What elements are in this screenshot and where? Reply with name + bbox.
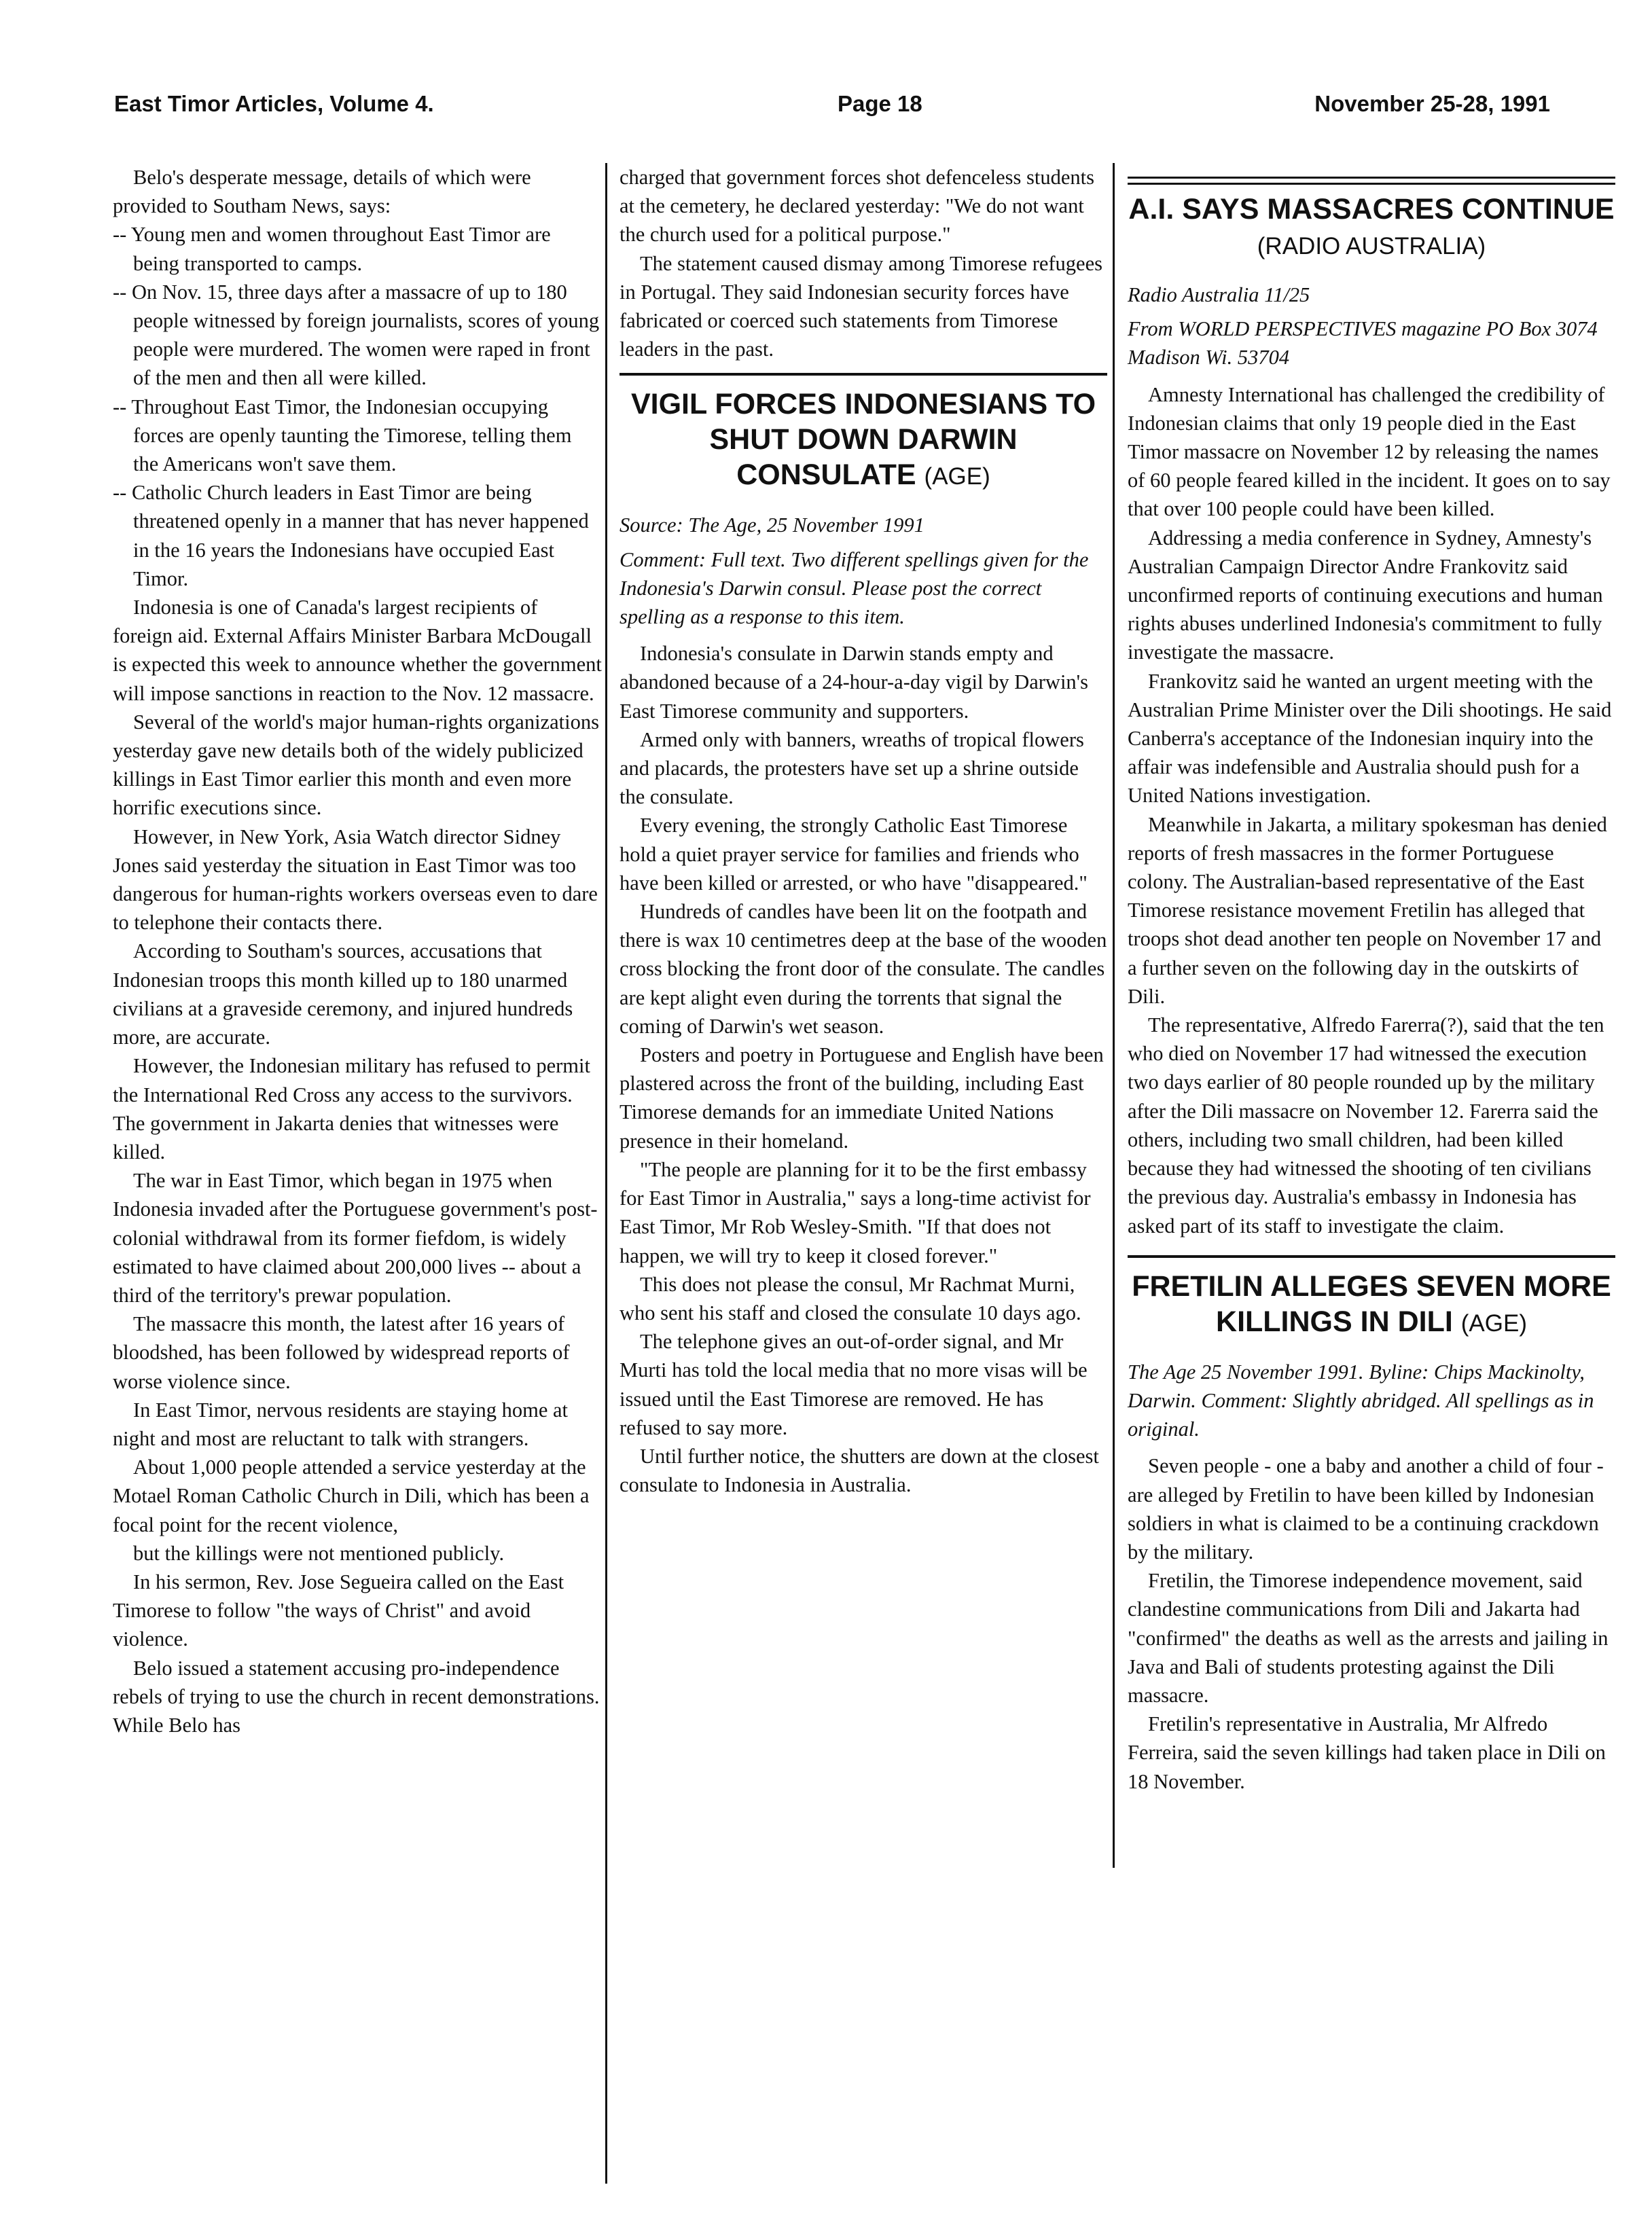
paragraph: "The people are planning for it to be the first embassy for East Timor in Australia," says a long-time activist for East Timor, Mr Rob Wesley-Smith. "If that does not happen, we will try to keep it closed forever." — [620, 1157, 1091, 1267]
paragraph: The war in East Timor, which began in 1975 when Indonesia invaded after the Portuguese government's post-colonial withdrawal from its former fiefdom, is widely estimated to have claimed about 200,000 lives -- about a third of the territory's prewar population. — [113, 1169, 598, 1307]
article-source: From WORLD PERSPECTIVES magazine PO Box 3074 Madison Wi. 53704 — [1128, 317, 1598, 369]
article-byline: The Age 25 November 1991. Byline: Chips Mackinolty, Darwin. Comment: Slightly abridged. All spellings as in original. — [1128, 1360, 1594, 1441]
paragraph: Every evening, the strongly Catholic East Timorese hold a quiet prayer service for families and friends who have been killed or arrested, or who have "disappeared." — [620, 814, 1088, 895]
paragraph: Belo's desperate message, details of which were provided to Southam News, says: — [113, 166, 531, 218]
paragraph: The statement caused dismay among Timorese refugees in Portugal. They said Indonesian security forces have fabricated or coerced such statements from Timorese leaders in the past. — [620, 251, 1102, 361]
list-item: -- On Nov. 15, three days after a massacre of up to 180 people witnessed by foreign journalists, scores of young people were murdered. The women were raped in front of the men and then all were killed. — [113, 280, 600, 390]
paragraph: Several of the world's major human-rights organizations yesterday gave new details both of the widely publicized killings in East Timor earlier this month and even more horrific executions since. — [113, 710, 599, 820]
page-header — [102, 91, 1550, 132]
article-meta — [1128, 1358, 1615, 1444]
article-source: Source: The Age, 25 November 1991 — [620, 513, 924, 537]
page-number: Page 18 — [838, 91, 922, 116]
paragraph: Seven people - one a baby and another a child of four - are alleged by Fretilin to have been killed by Indonesian soldiers in what is claimed to be a continuing crackdown by the military. — [1128, 1454, 1604, 1564]
paragraph: However, the Indonesian military has refused to permit the International Red Cross any access to the survivors. The government in Jakarta denies that witnesses were killed. — [113, 1054, 590, 1163]
article-comment: Comment: Full text. Two different spellings given for the Indonesia's Darwin consul. Please post the correct spelling as a response to this item. — [620, 547, 1089, 629]
headline-text: FRETILIN ALLEGES SEVEN MORE KILLINGS IN DILI — [1132, 1269, 1611, 1338]
paragraph: Indonesia's consulate in Darwin stands empty and abandoned because of a 24-hour-a-day vigil by Darwin's East Timorese community and supporters. — [620, 642, 1089, 723]
paragraph: Meanwhile in Jakarta, a military spokesman has denied reports of fresh massacres in the former Portuguese colony. The Australian-based representative of the East Timorese resistance movement Fretilin has alleged that troops shot dead another ten people on November 17 and a further seven on the following day in the outskirts of Dili. — [1128, 812, 1607, 1008]
paragraph: According to Southam's sources, accusations that Indonesian troops this month killed up to 180 unarmed civilians at a graveside ceremony, and injured hundreds more, are accurate. — [113, 939, 573, 1049]
paragraph: However, in New York, Asia Watch director Sidney Jones said yesterday the situation in East Timor was too dangerous for human-rights workers overseas even to dare to telephone their contacts there. — [113, 825, 598, 935]
article-headline — [620, 386, 1107, 494]
paragraph: The representative, Alfredo Farerra(?), said that the ten who died on November 17 had witnessed the execution two days earlier of 80 people rounded up by the military after the Dili massacre on November 12. Farerra said the others, including two small children, had been killed because they had witnessed the shooting of ten civilians the previous day. Australia's embassy in Indonesia has asked part of its staff to investigate the claim. — [1128, 1013, 1604, 1238]
paragraph: About 1,000 people attended a service yesterday at the Motael Roman Catholic Church in Dili, which has been a focal point for the recent violence, — [113, 1456, 590, 1536]
paragraph: The telephone gives an out-of-order signal, and Mr Murti has told the local media that no more visas will be issued until the East Timorese are removed. He has refused to say more. — [620, 1330, 1088, 1439]
paragraph: In East Timor, nervous residents are staying home at night and most are reluctant to talk with strangers. — [113, 1398, 569, 1450]
paragraph: Amnesty International has challenged the credibility of Indonesian claims that only 19 people died in the East Timor massacre on November 12 by releasing the names of 60 people feared killed in the incident. It goes on to say that over 100 people could have been killed. — [1128, 382, 1611, 521]
headline-source-tag: (AGE) — [1460, 1310, 1527, 1337]
column-divider-2 — [1113, 163, 1115, 1868]
article-divider — [1128, 183, 1615, 185]
paragraph: Fretilin, the Timorese independence movement, said clandestine communications from Dili and Jakarta had "confirmed" the deaths as well as the arrests and jailing in Java and Bali of students protesting against the Dili massacre. — [1128, 1569, 1609, 1707]
paragraph: Frankovitz said he wanted an urgent meeting with the Australian Prime Minister over the Dili shootings. He said Canberra's acceptance of the Indonesian inquiry into the affair was indefensible and Australia should push for a United Nations investigation. — [1128, 669, 1612, 808]
headline-source-tag: (AGE) — [924, 463, 990, 490]
headline-text: VIGIL FORCES INDONESIANS TO SHUT DOWN DARWIN CONSULATE — [630, 388, 1096, 492]
paragraph: Fretilin's representative in Australia, Mr Alfredo Ferreira, said the seven killings had taken place in Dili on 18 November. — [1128, 1712, 1606, 1793]
article-meta — [620, 511, 1107, 631]
article-headline — [1128, 192, 1615, 264]
article-divider — [620, 373, 1107, 376]
paragraph: but the killings were not mentioned publicly. — [133, 1541, 505, 1565]
paragraph: Hundreds of candles have been lit on the footpath and there is wax 10 centimetres deep at the base of the wooden cross blocking the front door of the consulate. The candles are kept alight even during the torrents that signal the coming of Darwin's wet season. — [620, 900, 1107, 1038]
paragraph: In his sermon, Rev. Jose Segueira called on the East Timorese to follow "the ways of Christ" and avoid violence. — [113, 1570, 564, 1651]
paragraph: Armed only with banners, wreaths of tropical flowers and placards, the protesters have set up a shrine outside the consulate. — [620, 727, 1084, 809]
column-1 — [113, 163, 602, 1739]
paragraph: This does not please the consul, Mr Rachmat Murni, who sent his staff and closed the consulate 10 days ago. — [620, 1272, 1081, 1324]
paragraph: Posters and poetry in Portuguese and English have been plastered across the front of the building, including East Timorese demands for an immediate United Nations presence in their homeland. — [620, 1043, 1104, 1153]
article-divider — [1128, 1255, 1615, 1258]
paragraph: charged that government forces shot defenceless students at the cemetery, he declared yesterday: "We do not want the church used for a political purpose." — [620, 166, 1095, 247]
publication-title: East Timor Articles, Volume 4. — [114, 91, 434, 116]
paragraph: Belo issued a statement accusing pro-independence rebels of trying to use the church in recent demonstrations. While Belo has — [113, 1656, 600, 1737]
paragraph: Indonesia is one of Canada's largest recipients of foreign aid. External Affairs Minister Barbara McDougall is expected this week to announce whether the government will impose sanctions in reaction to the Nov. 12 massacre. — [113, 596, 602, 705]
date-range: November 25-28, 1991 — [1314, 91, 1550, 116]
paragraph: The massacre this month, the latest after 16 years of bloodshed, has been followed by widespread reports of worse violence since. — [113, 1312, 570, 1393]
column-2 — [620, 163, 1107, 1499]
headline-text: A.I. SAYS MASSACRES CONTINUE — [1128, 193, 1615, 225]
article-source: Radio Australia 11/25 — [1128, 283, 1310, 306]
article-meta — [1128, 281, 1615, 372]
article-divider — [1128, 177, 1615, 179]
column-divider-1 — [605, 163, 607, 2184]
paragraph: Addressing a media conference in Sydney, Amnesty's Australian Campaign Director Andre Frankovitz said unconfirmed reports of continuing executions and human rights abuses underlined Indonesia's commitment to fully investigate the massacre. — [1128, 526, 1603, 664]
article-headline — [1128, 1269, 1615, 1341]
list-item: -- Young men and women throughout East Timor are being transported to camps. — [113, 223, 551, 275]
list-item: -- Throughout East Timor, the Indonesian occupying forces are openly taunting the Timorese, telling them the Americans won't save them. — [113, 395, 572, 476]
paragraph: Until further notice, the shutters are down at the closest consulate to Indonesia in Australia. — [620, 1444, 1099, 1497]
column-3 — [1128, 163, 1615, 1796]
list-item: -- Catholic Church leaders in East Timor are being threatened openly in a manner that has never happened in the 16 years the Indonesians have occupied East Timor. — [113, 481, 589, 590]
headline-source-tag: (RADIO AUSTRALIA) — [1257, 233, 1486, 259]
